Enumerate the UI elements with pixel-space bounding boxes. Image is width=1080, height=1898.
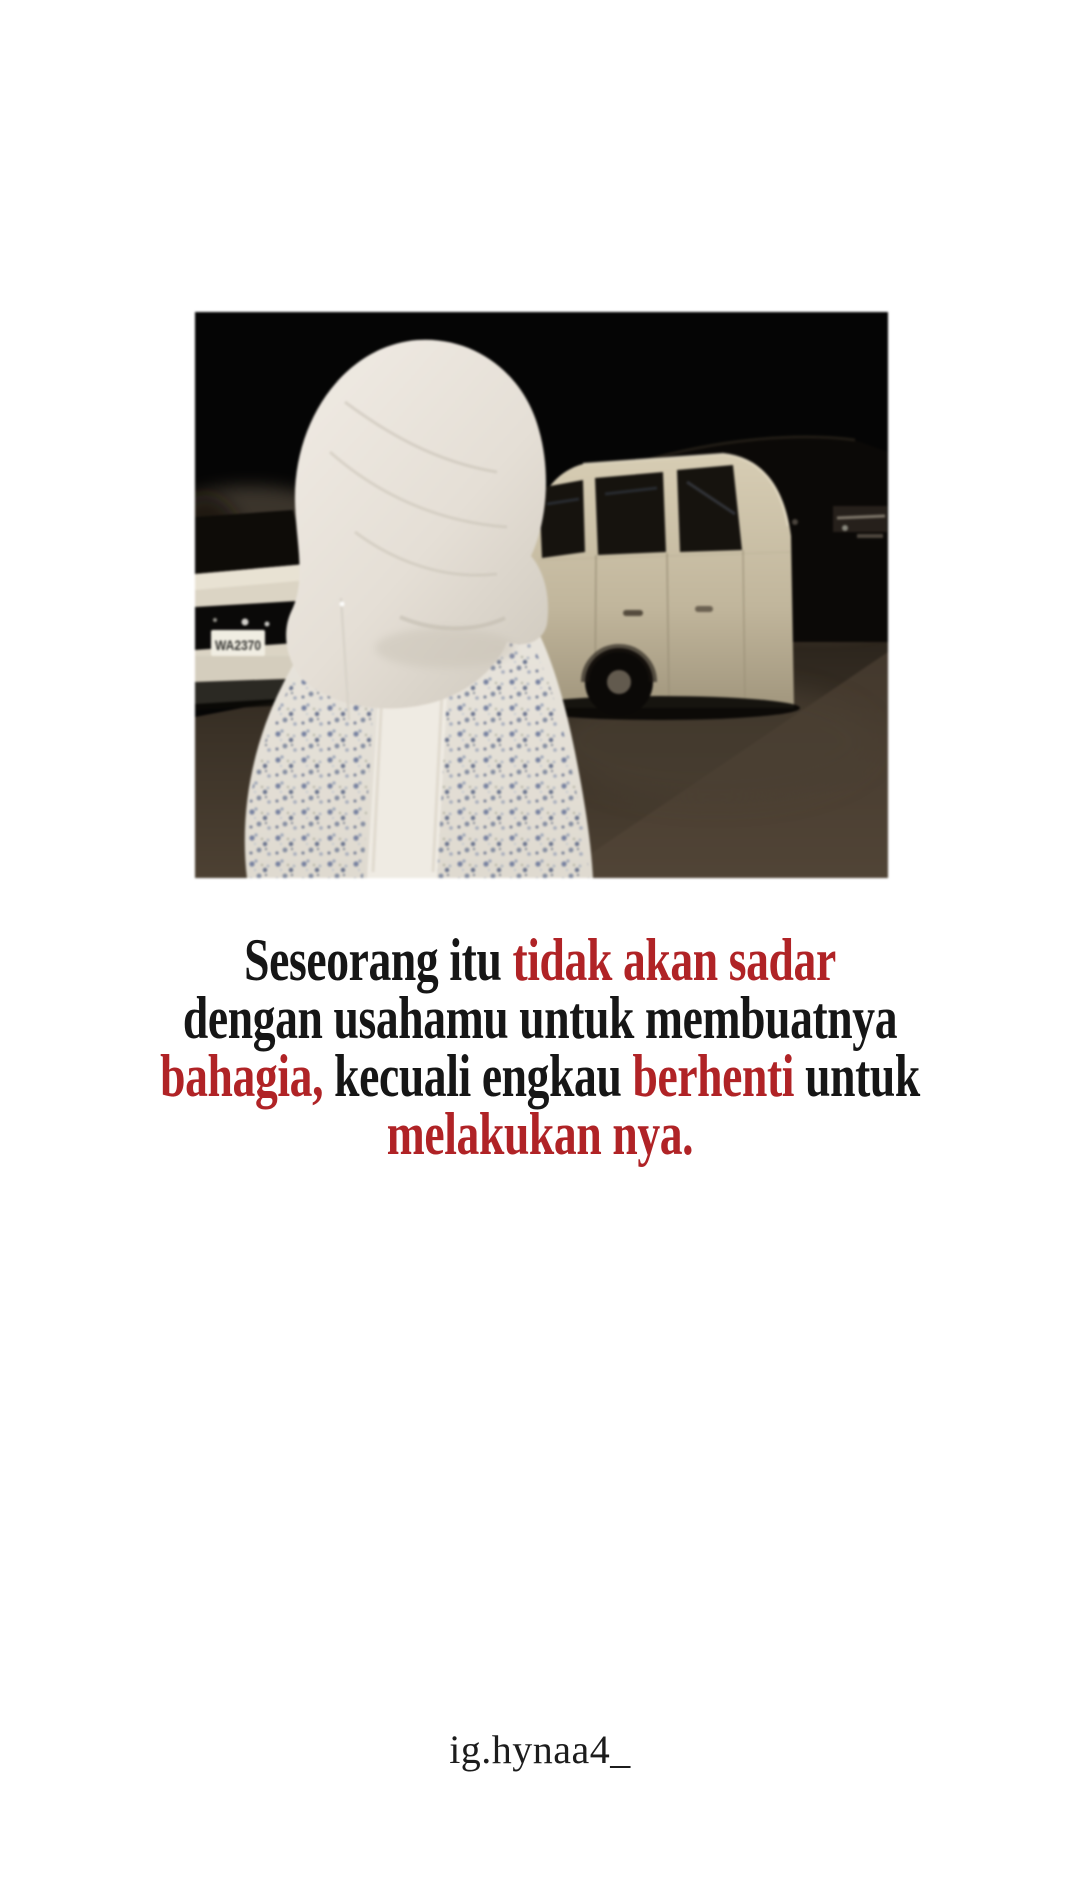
watermark-handle: ig.hynaa4_ (449, 1727, 631, 1772)
mpv-car (520, 454, 800, 720)
quote-segment-red: berhenti (632, 1043, 795, 1109)
photo-night-parking (195, 312, 888, 878)
quote-segment-red: bahagia, (160, 1043, 324, 1109)
quote-segment-black: Seseorang itu (244, 927, 513, 993)
quote-segment-black: untuk (794, 1043, 920, 1109)
quote-segment-black: kecuali engkau (323, 1043, 633, 1109)
quote-segment-black: dengan usahamu untuk membuatnya (182, 985, 898, 1051)
quote-segment-red: tidak akan sadar (512, 927, 836, 993)
quote-text (130, 927, 951, 1167)
quote-line (130, 1043, 951, 1109)
license-plate-text: WA2370 (215, 637, 262, 653)
quote-segment-red: melakukan nya. (386, 1101, 694, 1167)
quote-line (130, 927, 951, 993)
quote-line (130, 985, 951, 1051)
photo-illustration (195, 312, 888, 878)
quote-line (130, 1101, 951, 1167)
